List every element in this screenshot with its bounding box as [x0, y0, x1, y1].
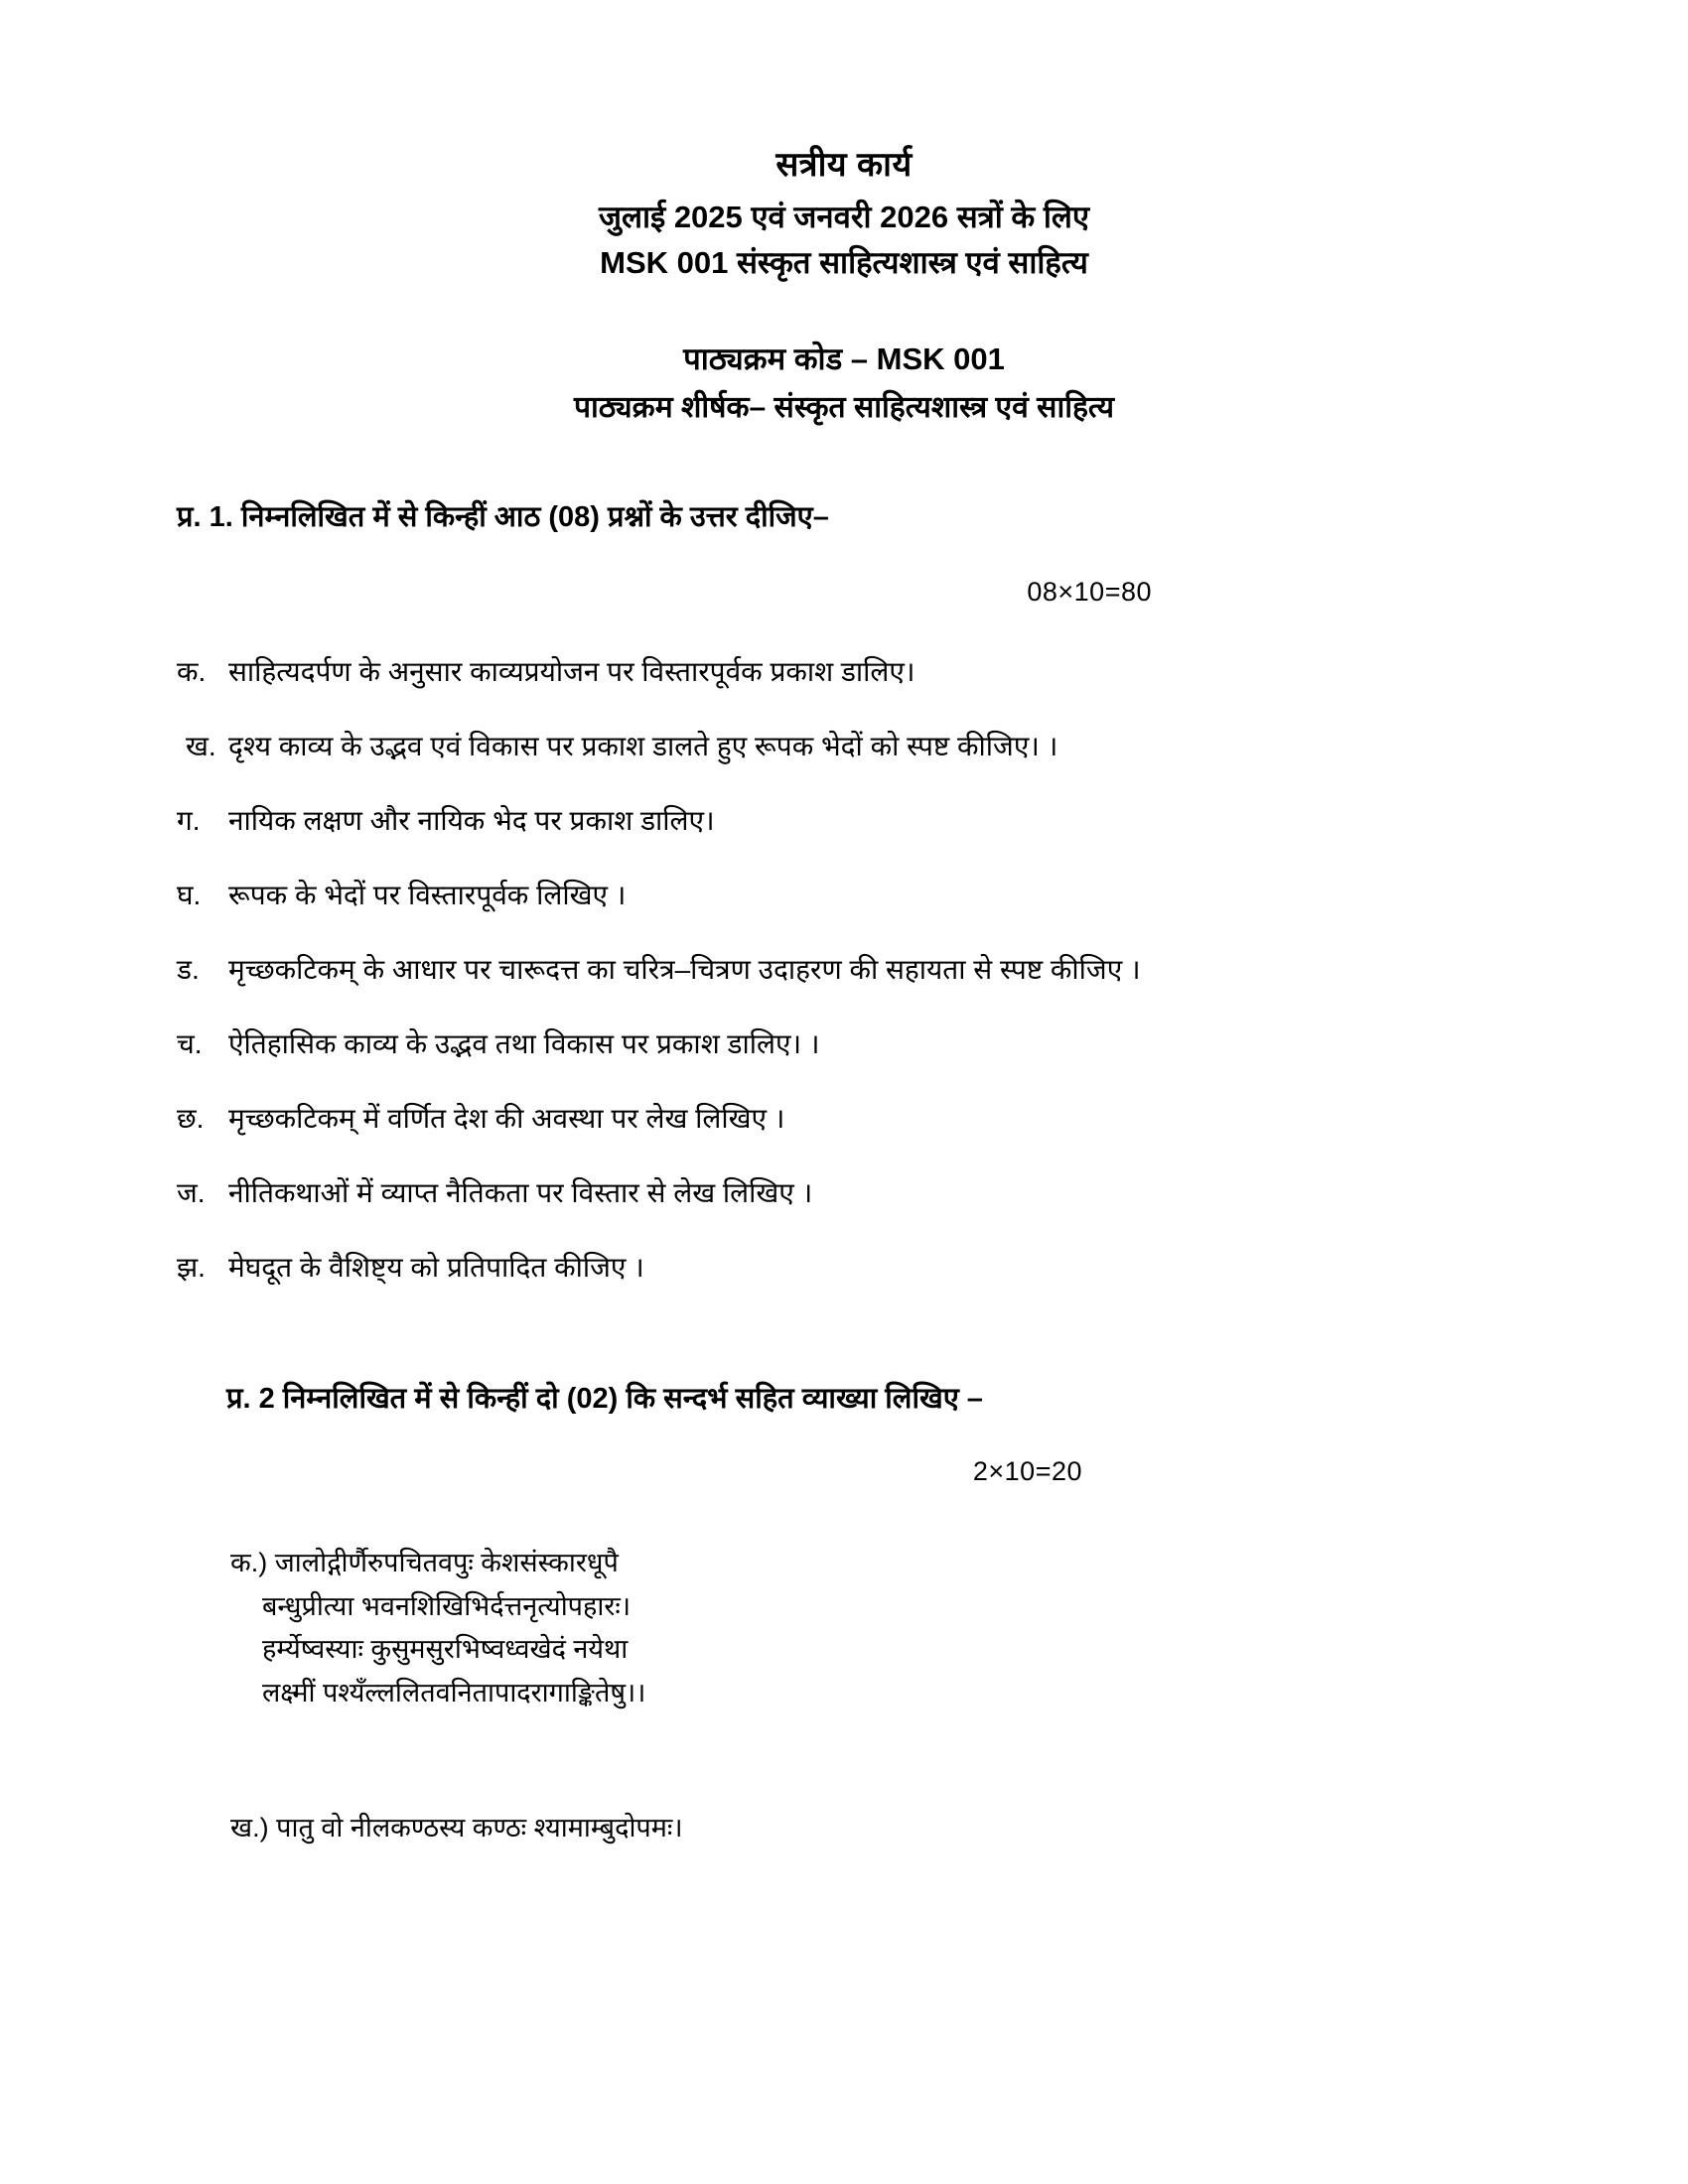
- question-1-marks: 08×10=80: [1027, 576, 1152, 607]
- list-item-label: घ.: [177, 879, 202, 910]
- passage-b-label: ख.): [230, 1812, 269, 1843]
- passage-b-text-1: पातु वो नीलकण्ठस्य कण्ठः श्यामाम्बुदोपमः।: [276, 1812, 683, 1843]
- document-header: [0, 0, 1688, 429]
- list-item-text: साहित्यदर्पण के अनुसार काव्यप्रयोजन पर विस्तारपूर्वक प्रकाश डालिए।: [228, 655, 915, 687]
- list-item: [177, 800, 1688, 842]
- list-item-text: नीतिकथाओं में व्याप्त नैतिकता पर विस्तार से लेख लिखिए ।: [228, 1176, 813, 1208]
- passage-a-line-4: लक्ष्मीं पश्यँल्ललितवनितापादरागाङ्कितेषु।।: [262, 1677, 646, 1707]
- passage-b-line-1: [230, 1807, 1688, 1849]
- passage-b: [0, 1807, 1688, 1849]
- passage-a-label: क.): [230, 1547, 268, 1577]
- list-item-text: दृश्य काव्य के उद्भव एवं विकास पर प्रकाश डालते हुए रूपक भेदों को स्पष्ट कीजिए। ।: [228, 730, 1058, 761]
- question-1-item-list: [0, 651, 1688, 1289]
- list-item: [177, 726, 1688, 767]
- list-item-label: ख.: [186, 730, 216, 761]
- list-item: [177, 1098, 1688, 1140]
- list-item-text: मृच्छकटिकम् के आधार पर चारूदत्त का चरित्र–चित्रण उदाहरण की सहायता से स्पष्ट कीजिए ।: [228, 953, 1141, 985]
- question-2-heading: प्र. 2 निम्नलिखित में से किन्हीं दो (02) कि सन्दर्भ सहित व्याख्या लिखिए –: [226, 1382, 983, 1415]
- list-item: [177, 949, 1688, 991]
- course-title-line: पाठ्यक्रम शीर्षक– संस्कृत साहित्यशास्त्र एवं साहित्य: [573, 390, 1115, 424]
- list-item-label: झ.: [177, 1251, 206, 1283]
- session-line: जुलाई 2025 एवं जनवरी 2026 सत्रों के लिए: [598, 199, 1090, 234]
- list-item-label: क.: [177, 655, 207, 687]
- list-item: [177, 875, 1688, 916]
- passage-a-text-1: जालोद्गीर्णैरुपचितवपुः केशसंस्कारधूपै: [274, 1547, 619, 1577]
- passage-a-line-2: बन्धुप्रीत्या भवनशिखिभिर्दत्तनृत्योपहारः।: [262, 1590, 632, 1621]
- passage-a: [0, 1542, 1688, 1715]
- list-item-text: नायिक लक्षण और नायिक भेद पर प्रकाश डालिए।: [228, 804, 715, 836]
- list-item-label: ज.: [177, 1176, 206, 1208]
- list-item: [177, 1024, 1688, 1065]
- list-item-text: रूपक के भेदों पर विस्तारपूर्वक लिखिए ।: [228, 879, 627, 910]
- course-code-line: पाठ्यक्रम कोड – MSK 001: [683, 341, 1005, 377]
- list-item: [177, 1247, 1688, 1289]
- list-item: [177, 651, 1688, 693]
- question-2-marks: 2×10=20: [972, 1455, 1082, 1486]
- course-line: MSK 001 संस्कृत साहित्यशास्त्र एवं साहित्य: [600, 245, 1088, 281]
- question-2-marks-row: [0, 1456, 1688, 1487]
- list-item-text: ऐतिहासिक काव्य के उद्भव तथा विकास पर प्रकाश डालिए। ।: [228, 1027, 820, 1059]
- question-1-marks-row: [0, 577, 1688, 608]
- passage-a-line-3: हर्म्येष्वस्याः कुसुमसुरभिष्वध्वखेदं नयेथा: [262, 1634, 629, 1665]
- list-item: [177, 1172, 1688, 1214]
- page-title: सत्रीय कार्य: [775, 146, 913, 184]
- list-item-label: छ.: [177, 1102, 205, 1134]
- list-item-label: ड.: [177, 953, 200, 985]
- list-item-text: मेघदूत के वैशिष्ट्य को प्रतिपादित कीजिए ।: [228, 1251, 644, 1283]
- question-1-heading: प्र. 1. निम्नलिखित में से किन्हीं आठ (08) प्रश्नों के उत्तर दीजिए–: [177, 500, 829, 533]
- passage-a-line-1: [230, 1542, 1688, 1585]
- list-item-label: ग.: [177, 804, 201, 836]
- list-item-text: मृच्छकटिकम् में वर्णित देश की अवस्था पर लेख लिखिए ।: [228, 1102, 785, 1134]
- list-item-label: च.: [177, 1027, 203, 1059]
